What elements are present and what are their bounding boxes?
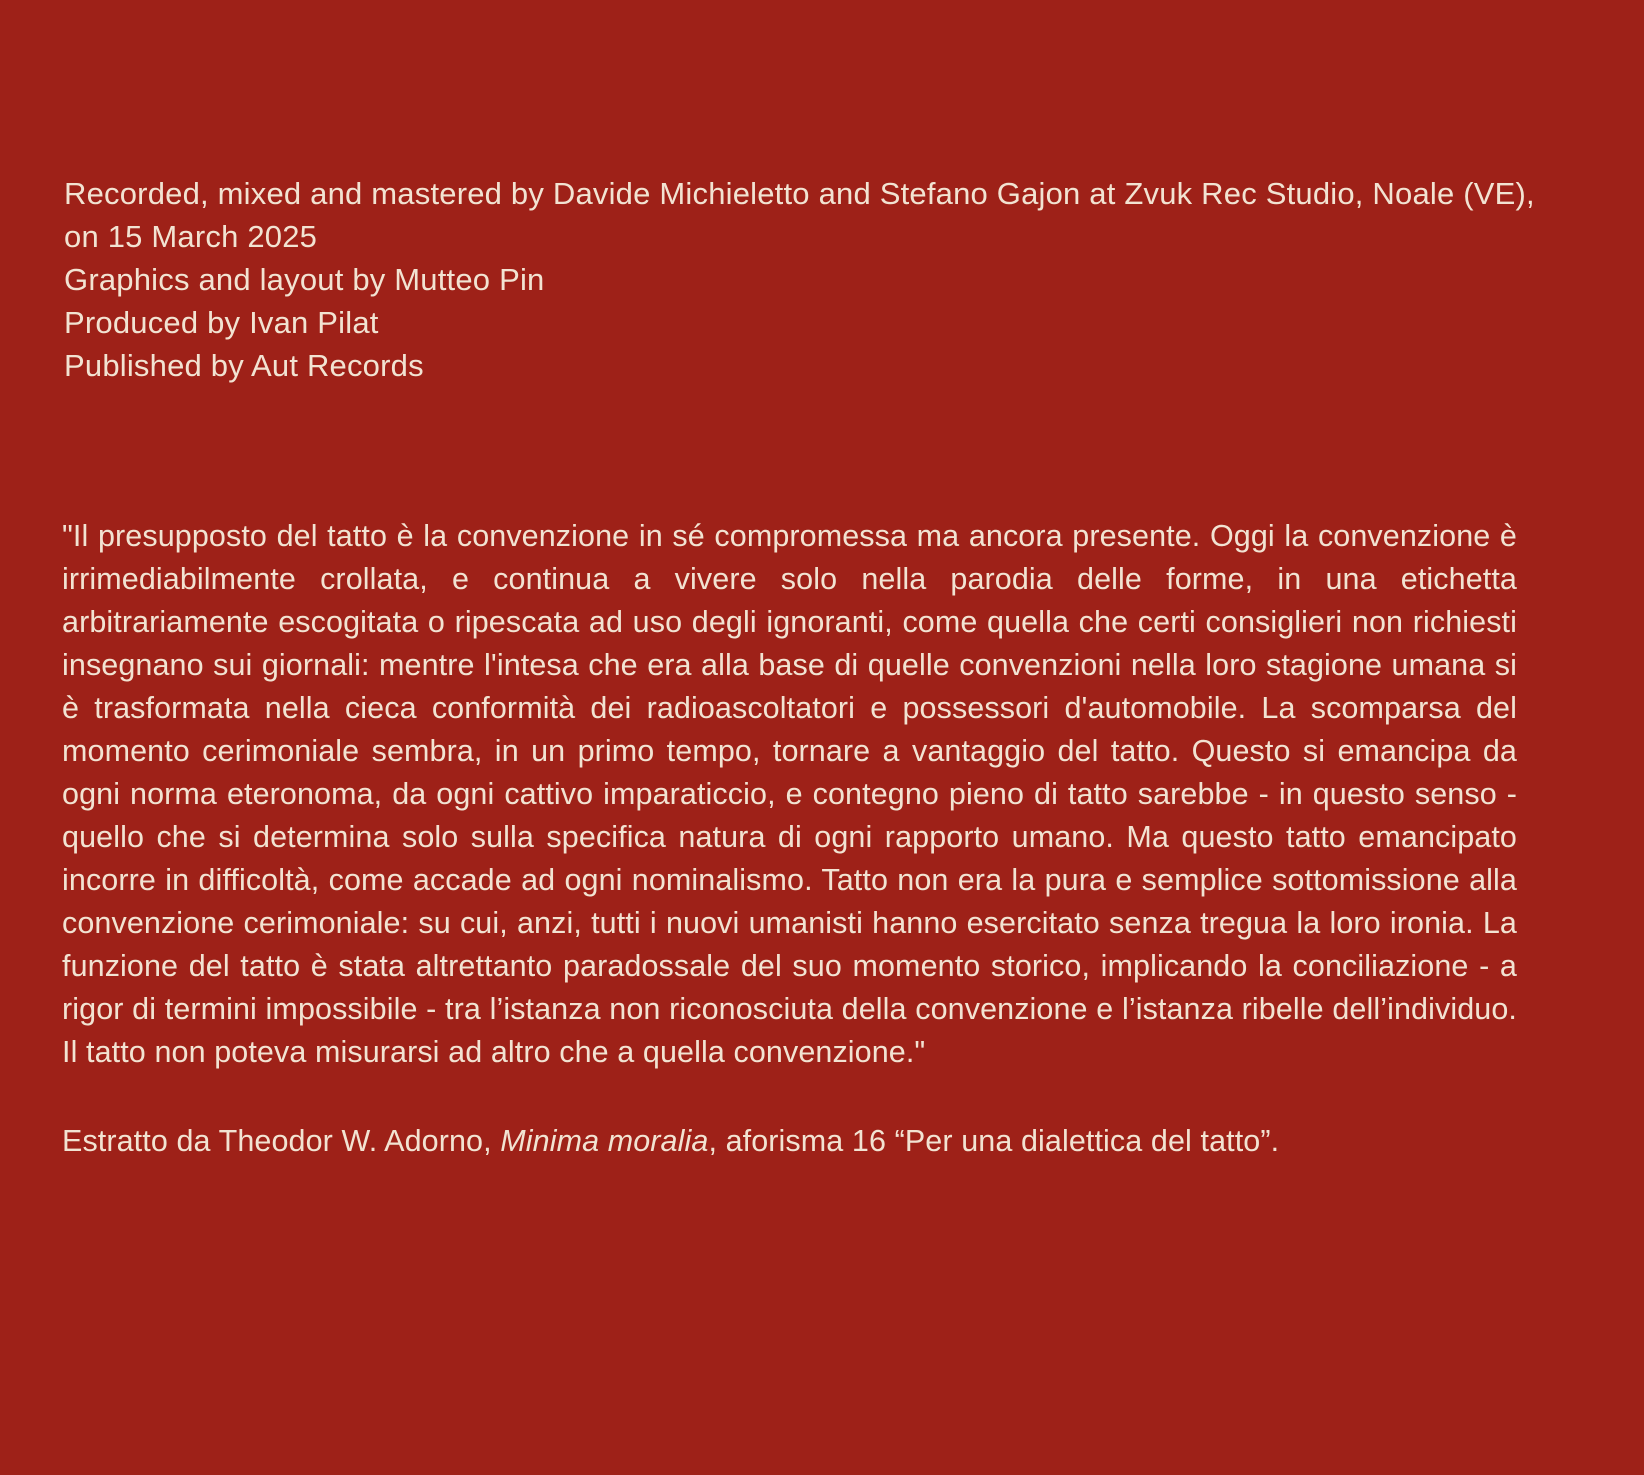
- credits-block: [64, 172, 1544, 387]
- quotation-source: [62, 1120, 1517, 1163]
- credits-line-producer: Produced by Ivan Pilat: [64, 305, 379, 340]
- source-prefix: Estratto da Theodor W. Adorno,: [62, 1124, 501, 1158]
- credits-line-recording: Recorded, mixed and mastered by Davide Michieletto and Stefano Gajon at Zvuk Rec Studio, Noale (VE), on 15 March 2025: [64, 176, 1535, 254]
- source-title: Minima moralia: [500, 1124, 709, 1158]
- source-suffix: , aforisma 16 “Per una dialettica del tatto”.: [708, 1124, 1280, 1158]
- quotation-text: "Il presupposto del tatto è la convenzione in sé compromessa ma ancora presente. Oggi la convenzione è irrimediabilmente crollata, e continua a vivere solo nella parodia delle forme, in una etichetta arbitrariamente escogitata o ripescata ad uso degli ignoranti, come quella che certi consiglieri non richiesti insegnano sui giornali: mentre l'intesa che era alla base di quelle convenzioni nella loro stagione umana si è trasformata nella cieca conformità dei radioascoltatori e possessori d'automobile. La scomparsa del momento cerimoniale sembra, in un primo tempo, tornare a vantaggio del tatto. Questo si emancipa da ogni norma eteronoma, da ogni cattivo imparaticcio, e contegno pieno di tatto sarebbe - in questo senso - quello che si determina solo sulla specifica natura di ogni rapporto umano. Ma questo tatto emancipato incorre in difficoltà, come accade ad ogni nominalismo. Tatto non era la pura e semplice sottomissione alla convenzione cerimoniale: su cui, anzi, tutti i nuovi umanisti hanno esercitato senza tregua la loro ironia. La funzione del tatto è stata altrettanto paradossale del suo momento storico, implicando la conciliazione - a rigor di termini impossibile - tra l’istanza non riconosciuta della convenzione e l’istanza ribelle dell’individuo. Il tatto non poteva misurarsi ad altro che a quella convenzione.": [62, 519, 1517, 1069]
- quotation-block: [62, 515, 1517, 1163]
- credits-line-publisher: Published by Aut Records: [64, 348, 424, 383]
- credits-line-graphics: Graphics and layout by Mutteo Pin: [64, 262, 545, 297]
